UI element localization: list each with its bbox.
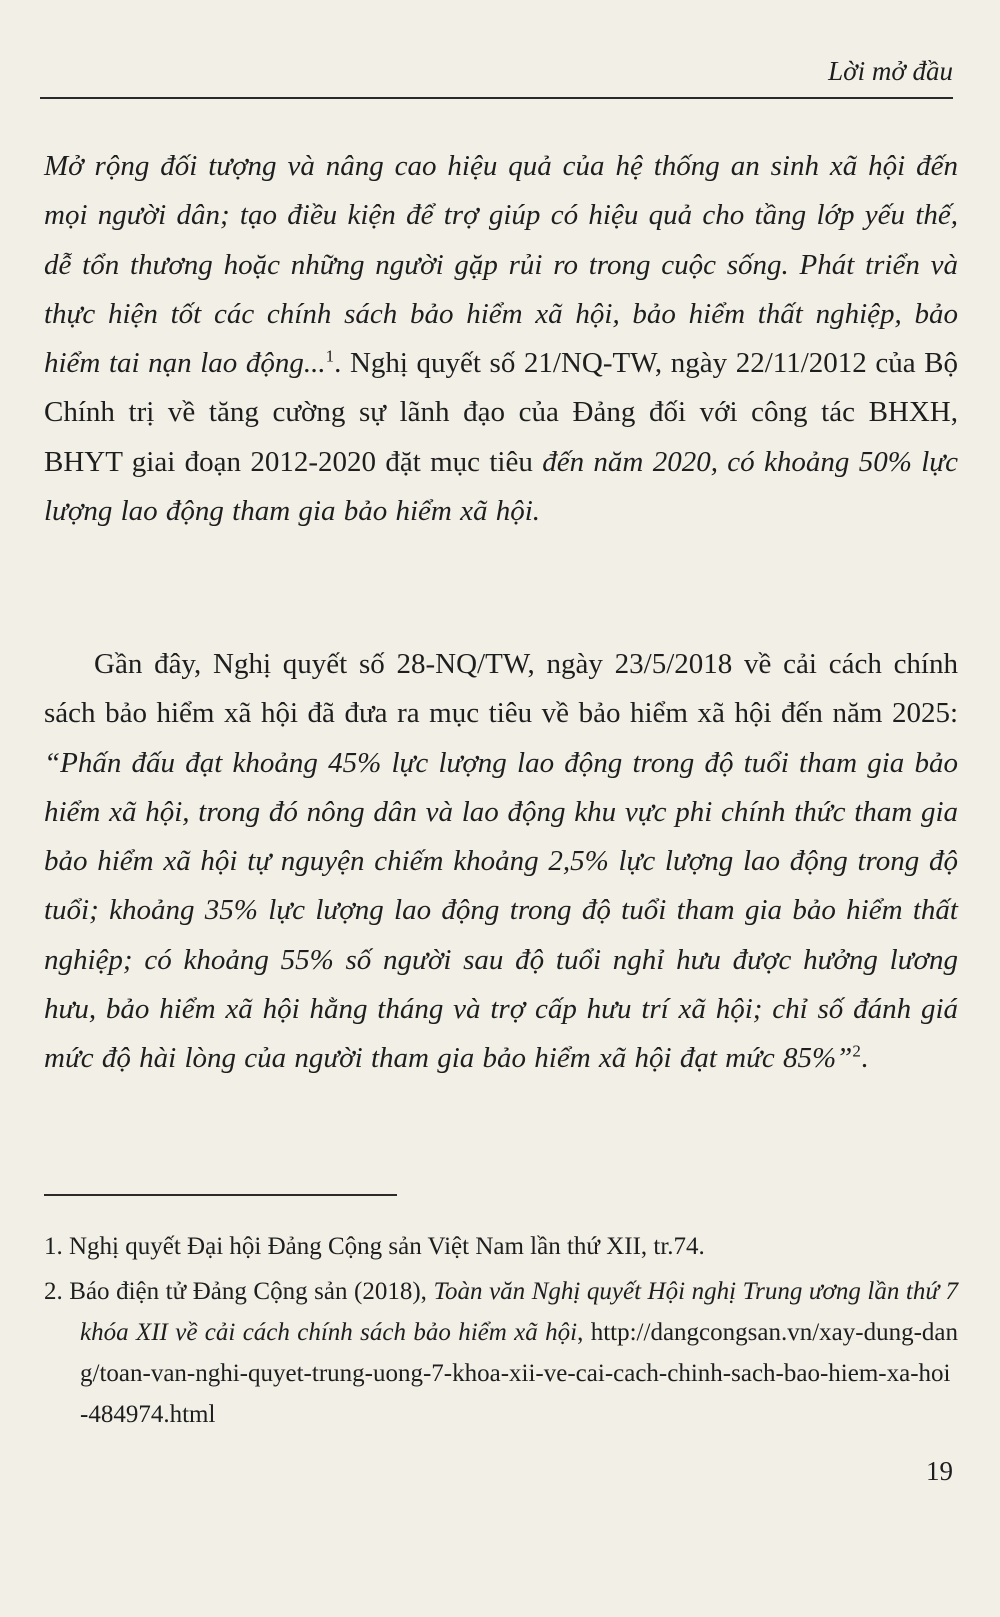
resolution-21-text: . Nghị quyết số 21/NQ-TW, ngày 22/11/2012 của Bộ Chính trị về tăng cường sự lãnh đạo của Đảng đối với công tác BHXH, BHYT giai đoạn 2012-2020 đặt mục tiêu (44, 347, 959, 478)
resolution-28-quote: “Phấn đấu đạt khoảng 45% lực lượng lao động trong độ tuổi tham gia bảo hiểm xã hội, trong đó nông dân và lao động khu vực phi chính thức tham gia bảo hiểm xã hội tự nguyện chiếm khoảng 2,5% lực lượng lao động trong độ tuổi; khoảng 35% lực lượng lao động trong độ tuổi tham gia bảo hiểm thất nghiệp; có khoảng 55% số người sau độ tuổi nghỉ hưu được hưởng lương hưu, bảo hiểm xã hội hằng tháng và trợ cấp hưu trí xã hội; chỉ số đánh giá mức độ hài lòng của người tham gia bảo hiểm xã hội đạt mức 85%” (44, 746, 958, 1075)
footnote-2-url[interactable]: http://dangcongsan.vn/xay-dung-dang/toan-van-nghi-quyet-trung-uong-7-khoa-xii-ve-cai-cach-chinh-sach-bao-hiem-xa-hoi-484974.html (80, 1319, 959, 1428)
paragraph-2-end: . (860, 1042, 869, 1075)
footnote-2-separator: , (577, 1319, 591, 1346)
footnote-2-title: Toàn văn Nghị quyết Hội nghị Trung ương lần thứ 7 khóa XII về cải cách chính sách bảo hiểm xã hội (80, 1278, 959, 1346)
party-congress-quote: Mở rộng đối tượng và nâng cao hiệu quả của hệ thống an sinh xã hội đến mọi người dân; tạo điều kiện để trợ giúp có hiệu quả cho tầng lớp yếu thế, dễ tổn thương hoặc những người gặp rủi ro trong cuộc sống. Phát triển và thực hiện tốt các chính sách bảo hiểm xã hội, bảo hiểm thất nghiệp, bảo hiểm tai nạn lao động... (44, 150, 958, 380)
resolution-28-intro: Gần đây, Nghị quyết số 28-NQ/TW, ngày 23/5/2018 về cải cách chính sách bảo hiểm xã hội đã đưa ra mục tiêu về bảo hiểm xã hội đến năm 2025: (44, 648, 958, 730)
footnote-ref-2: 2 (852, 1041, 861, 1061)
footnote-separator (44, 1194, 397, 1196)
footnote-2-source: 2. Báo điện tử Đảng Cộng sản (2018), (44, 1278, 434, 1305)
footnote-2 (44, 1271, 958, 1435)
paragraph-2 (44, 640, 958, 1084)
footnote-ref-1: 1 (325, 346, 335, 366)
page-number: 19 (926, 1456, 953, 1486)
footnotes (44, 1226, 958, 1439)
running-header-title: Lời mở đầu (828, 56, 953, 86)
paragraph-1 (44, 142, 958, 536)
footnote-1: 1. Nghị quyết Đại hội Đảng Cộng sản Việt Nam lần thứ XII, tr.74. (44, 1233, 705, 1260)
resolution-21-goal: đến năm 2020, có khoảng 50% lực lượng lao động tham gia bảo hiểm xã hội. (44, 445, 958, 528)
header-rule (40, 97, 953, 99)
